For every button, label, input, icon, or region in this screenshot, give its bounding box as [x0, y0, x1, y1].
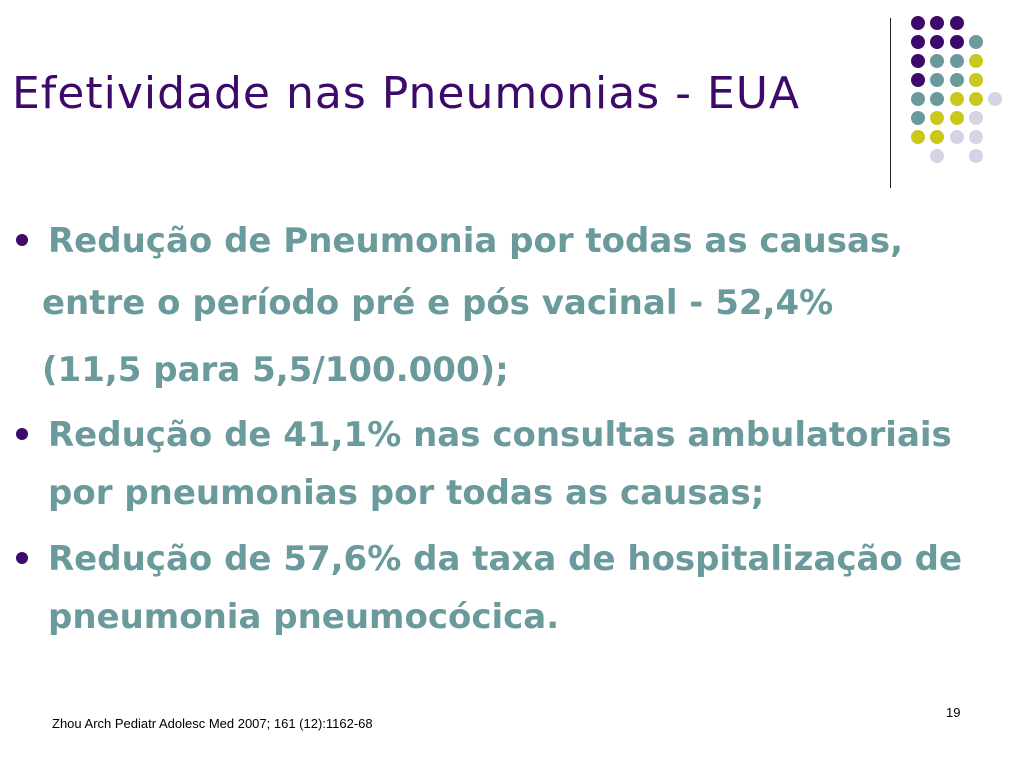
slide-title: Efetividade nas Pneumonias - EUA — [12, 68, 801, 119]
decorative-dot — [969, 54, 983, 68]
decorative-dot — [930, 73, 944, 87]
decorative-dot — [911, 130, 925, 144]
decorative-dot — [930, 92, 944, 106]
decorative-dot — [930, 149, 944, 163]
bullet-icon — [16, 234, 28, 246]
bullet-item — [14, 406, 1004, 522]
citation-footnote: Zhou Arch Pediatr Adolesc Med 2007; 161 (12):1162-68 — [52, 716, 373, 731]
decorative-dot — [950, 35, 964, 49]
decorative-dot — [930, 35, 944, 49]
bullet-line: Redução de Pneumonia por todas as causas, — [48, 221, 904, 261]
decorative-dot — [969, 111, 983, 125]
bullet-line: entre o período pré e pós vacinal - 52,4% — [42, 283, 834, 323]
decorative-dot — [930, 130, 944, 144]
decorative-dot — [930, 111, 944, 125]
bullet-item — [14, 530, 1004, 646]
decorative-dot — [950, 130, 964, 144]
decorative-dot — [950, 73, 964, 87]
decorative-dot — [950, 54, 964, 68]
decorative-dot — [969, 92, 983, 106]
bullet-line: Redução de 57,6% da taxa de hospitalização de — [48, 539, 963, 579]
decorative-dot — [950, 111, 964, 125]
divider-line — [890, 18, 891, 188]
bullet-icon — [16, 552, 28, 564]
bullet-line: Redução de 41,1% nas consultas ambulatoriais — [48, 415, 952, 455]
bullet-line: por pneumonias por todas as causas; — [48, 473, 765, 513]
bullet-line: pneumonia pneumocócica. — [48, 597, 560, 637]
decorative-dot — [969, 35, 983, 49]
bullet-item — [14, 210, 1004, 406]
bullet-line: (11,5 para 5,5/100.000); — [42, 350, 509, 390]
decorative-dot — [930, 54, 944, 68]
page-number: 19 — [946, 705, 961, 720]
decorative-dot — [911, 92, 925, 106]
bullet-list — [14, 210, 1004, 646]
decorative-dot — [969, 130, 983, 144]
decorative-dot — [911, 35, 925, 49]
decorative-dot — [969, 149, 983, 163]
decorative-dot — [950, 92, 964, 106]
decorative-dot — [930, 16, 944, 30]
decorative-dot — [969, 73, 983, 87]
decorative-dot — [911, 16, 925, 30]
bullet-icon — [16, 428, 28, 440]
decorative-dot — [911, 73, 925, 87]
decorative-dot — [911, 111, 925, 125]
decorative-dot — [950, 16, 964, 30]
decorative-dot — [988, 92, 1002, 106]
decorative-dot — [911, 54, 925, 68]
